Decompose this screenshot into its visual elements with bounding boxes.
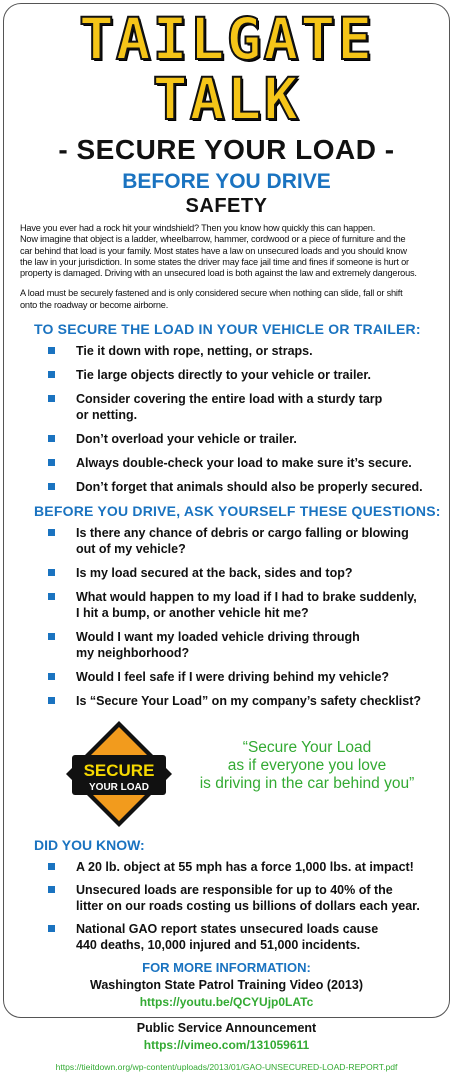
title-line-2: TALK <box>152 65 301 133</box>
more-info-heading: FOR MORE INFORMATION: <box>142 960 311 976</box>
intro-line: property is damaged. Driving with an unsecured load is both against the law and extremely dangerous. <box>20 268 417 279</box>
intro-line: car behind that load is your family. Most states have a law on unsecured loads and you should know <box>20 245 407 256</box>
subheadline: BEFORE YOU DRIVE <box>122 170 331 193</box>
quote-area <box>4 717 449 837</box>
list-item-text: Is there any chance of debris or cargo falling or blowing <box>76 526 409 541</box>
quote-line: is driving in the car behind you” <box>199 775 415 793</box>
list-item-text: or netting. <box>76 408 138 423</box>
flyer <box>3 3 450 1072</box>
intro-paragraph-2 <box>4 288 449 311</box>
questions-list <box>4 525 449 709</box>
intro-line: Have you ever had a rock hit your windshield? Then you know how quickly this can happen. <box>20 223 376 233</box>
bullet-icon <box>48 593 55 600</box>
list-item-text: Is “Secure Your Load” on my company’s safety checklist? <box>76 694 422 709</box>
intro-line: onto the roadway or become airborne. <box>20 299 169 310</box>
list-item-text: National GAO report states unsecured loads cause <box>76 922 379 937</box>
section-heading-secure: TO SECURE THE LOAD IN YOUR VEHICLE OR TRAILER: <box>34 321 421 338</box>
list-item-text: Tie large objects directly to your vehicle or trailer. <box>76 368 372 383</box>
list-item <box>4 882 449 914</box>
quote-line: as if everyone you love <box>227 757 387 775</box>
intro-line: the law in your jurisdiction. In some states the driver may face jail time and fines if someone is hurt or <box>20 256 409 267</box>
list-item <box>4 525 449 557</box>
quote-line: “Secure Your Load <box>242 739 372 757</box>
bullet-icon <box>48 347 55 354</box>
list-item <box>4 565 449 581</box>
bullet-icon <box>48 529 55 536</box>
list-item-text: Consider covering the entire load with a sturdy tarp <box>76 392 383 407</box>
list-item <box>4 455 449 471</box>
list-item <box>4 391 449 423</box>
section-heading-questions: BEFORE YOU DRIVE, ASK YOURSELF THESE QUESTIONS: <box>34 503 441 520</box>
bullet-icon <box>48 435 55 442</box>
list-item-text: Is my load secured at the back, sides and top? <box>76 566 353 581</box>
intro-line: Now imagine that object is a ladder, wheelbarrow, hammer, cordwood or a piece of furniture and the <box>20 234 406 245</box>
video-title: Washington State Patrol Training Video (2013) <box>90 978 363 993</box>
secure-load-sign-icon <box>64 719 174 829</box>
bullet-icon <box>48 395 55 402</box>
bullet-icon <box>48 459 55 466</box>
quote <box>172 739 442 793</box>
list-item-text: Would I want my loaded vehicle driving through <box>76 630 360 645</box>
bullet-icon <box>48 569 55 576</box>
list-item-text: I hit a bump, or another vehicle hit me? <box>76 606 309 621</box>
list-item <box>4 367 449 383</box>
list-item-text: Would I feel safe if I were driving behind my vehicle? <box>76 670 390 685</box>
intro-paragraph-1 <box>4 223 449 279</box>
psa-link[interactable]: https://vimeo.com/131059611 <box>143 1038 310 1053</box>
bullet-icon <box>48 863 55 870</box>
sign-text-top: SECURE <box>83 761 155 781</box>
list-item <box>4 669 449 685</box>
list-item-text: Tie it down with rope, netting, or straps. <box>76 344 313 359</box>
bullet-icon <box>48 673 55 680</box>
video-link[interactable]: https://youtu.be/QCYUjp0LATc <box>139 995 314 1010</box>
list-item-text: What would happen to my load if I had to brake suddenly, <box>76 590 417 605</box>
psa-title: Public Service Announcement <box>136 1021 317 1036</box>
list-item <box>4 479 449 495</box>
list-item-text: Unsecured loads are responsible for up to 40% of the <box>76 883 393 898</box>
bullet-icon <box>48 633 55 640</box>
list-item <box>4 431 449 447</box>
list-item-text: my neighborhood? <box>76 646 190 661</box>
list-item-text: Always double-check your load to make sure it’s secure. <box>76 456 412 471</box>
subheadline-safety: SAFETY <box>185 195 268 217</box>
list-item <box>4 343 449 359</box>
sign-text-bottom: YOUR LOAD <box>89 782 149 794</box>
bullet-icon <box>48 483 55 490</box>
bullet-icon <box>48 886 55 893</box>
list-item <box>4 589 449 621</box>
list-item <box>4 629 449 661</box>
did-you-know-list <box>4 859 449 953</box>
list-item <box>4 693 449 709</box>
list-item <box>4 921 449 953</box>
headline: - SECURE YOUR LOAD - <box>58 134 395 165</box>
title-line-1: TAILGATE <box>78 5 375 73</box>
gao-report-link[interactable]: https://tieitdown.org/wp-content/uploads/2013/01/GAO-UNSECURED-LOAD-REPORT.pdf <box>55 1062 398 1072</box>
list-item <box>4 859 449 875</box>
secure-list <box>4 343 449 495</box>
list-item-text: Don’t overload your vehicle or trailer. <box>76 432 297 447</box>
list-item-text: litter on our roads costing us billions of dollars each year. <box>76 899 420 914</box>
intro-line: A load must be securely fastened and is only considered secure when nothing can slide, fall or shift <box>20 288 403 299</box>
bullet-icon <box>48 371 55 378</box>
list-item-text: out of my vehicle? <box>76 542 186 557</box>
list-item-text: 440 deaths, 10,000 injured and 51,000 incidents. <box>76 938 361 953</box>
list-item-text: Don’t forget that animals should also be properly secured. <box>76 480 423 495</box>
bullet-icon <box>48 697 55 704</box>
bullet-icon <box>48 925 55 932</box>
list-item-text: A 20 lb. object at 55 mph has a force 1,000 lbs. at impact! <box>76 860 414 875</box>
did-you-know-heading: DID YOU KNOW: <box>34 837 145 854</box>
